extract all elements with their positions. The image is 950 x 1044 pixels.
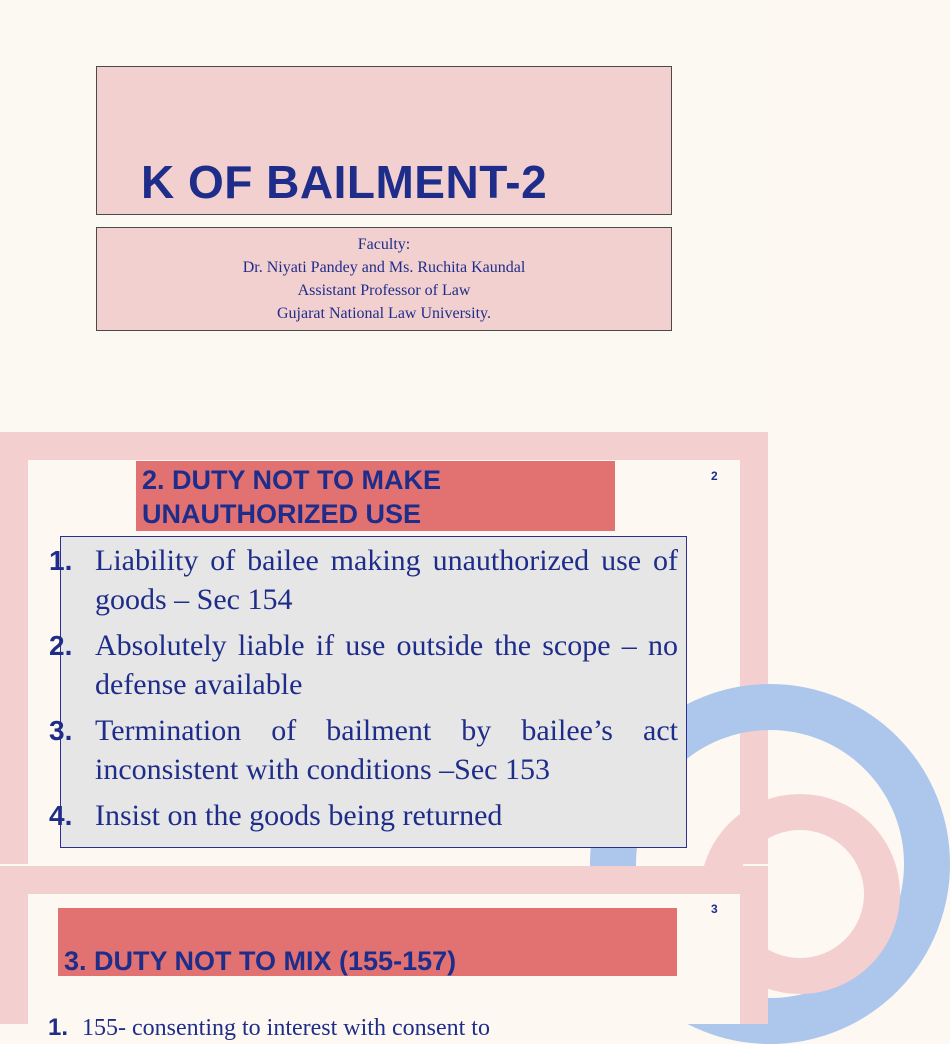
faculty-box xyxy=(96,227,672,331)
list-number: 3. xyxy=(49,715,73,746)
list-text: Insist on the goods being returned xyxy=(95,799,503,832)
title-box xyxy=(96,66,672,215)
faculty-position: Assistant Professor of Law xyxy=(297,282,471,299)
decorative-band xyxy=(740,432,768,650)
list-text: 155- consenting to interest with consent to xyxy=(82,1015,490,1041)
faculty-university: Gujarat National Law University. xyxy=(276,305,491,322)
slide-title-text: K OF BAILMENT-2 xyxy=(141,156,548,208)
list-item xyxy=(49,796,688,835)
list-number: 1. xyxy=(49,545,73,576)
list-text: Absolutely liable if use outside the scope – no defense available xyxy=(95,629,678,701)
faculty-label: Faculty: xyxy=(357,236,411,253)
slide-duty-not-to-mix xyxy=(0,866,768,1041)
list-number: 1. xyxy=(48,1014,69,1041)
slide-heading: 2. DUTY NOT TO MAKE UNAUTHORIZED USE xyxy=(136,461,615,531)
slide-title xyxy=(0,0,768,432)
list-item xyxy=(48,1014,490,1042)
list-item xyxy=(49,626,688,704)
slide-duty-unauthorized-use xyxy=(0,432,768,864)
slide-heading: 3. DUTY NOT TO MIX (155-157) xyxy=(58,908,677,976)
list-number: 2. xyxy=(49,630,73,661)
list-item xyxy=(49,541,688,619)
bullet-list-box xyxy=(49,536,687,848)
list-number: 4. xyxy=(49,800,73,831)
list-text: Termination of bailment by bailee’s act inconsistent with conditions –Sec 153 xyxy=(95,714,678,786)
faculty-names: Dr. Niyati Pandey and Ms. Ruchita Kaundal xyxy=(242,259,526,276)
page-number: 3 xyxy=(711,902,718,916)
page-number: 2 xyxy=(711,469,718,483)
list-item xyxy=(49,711,688,789)
list-text: Liability of bailee making unauthorized use of goods – Sec 154 xyxy=(95,544,678,616)
